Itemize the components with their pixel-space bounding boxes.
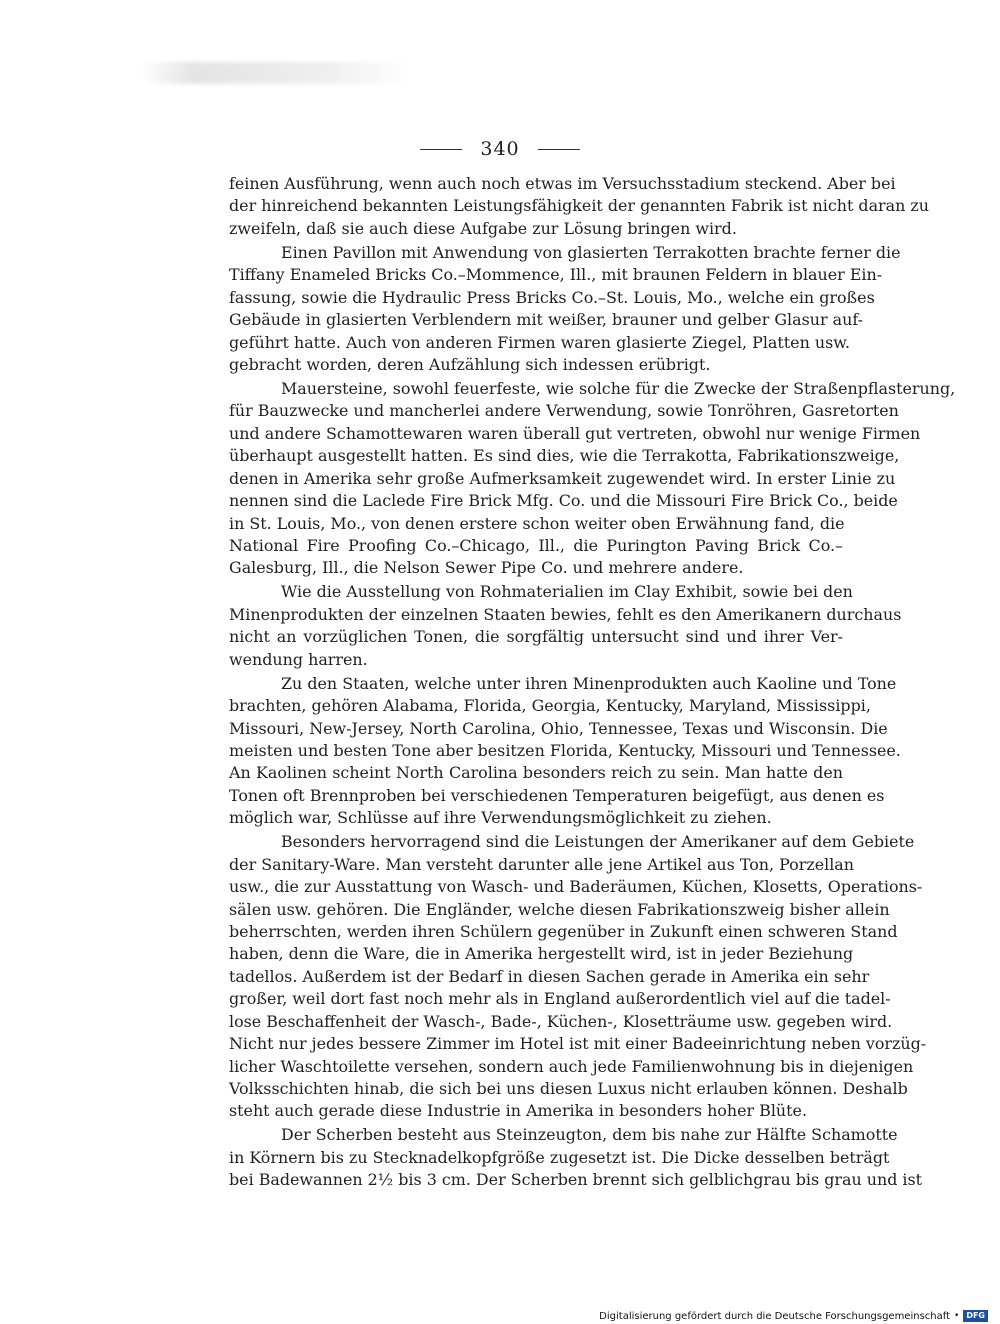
text-line: Galesburg, Ill., die Nelson Sewer Pipe Co. und mehrere andere. [229, 558, 744, 578]
header-dash-right [538, 149, 580, 150]
text-line: tadellos. Außerdem ist der Bedarf in diesen Sachen gerade in Amerika ein sehr [229, 966, 870, 986]
text-line: steht auch gerade diese Industrie in Amerika in besonders hoher Blüte. [229, 1101, 807, 1121]
text-line: möglich war, Schlüsse auf ihre Verwendungsmöglichkeit zu ziehen. [229, 808, 772, 828]
paragraph [229, 173, 930, 240]
text-line: der Sanitary-Ware. Man versteht darunter alle jene Artikel aus Ton, Porzellan [229, 854, 854, 874]
page-header [0, 134, 1000, 164]
text-line: Einen Pavillon mit Anwendung von glasierten Terrakotten brachte ferner die [281, 242, 901, 262]
text-line: beherrschten, werden ihren Schülern gegenüber in Zukunft einen schweren Stand [229, 921, 898, 941]
text-line: zweifeln, daß sie auch diese Aufgabe zur Lösung bringen wird. [229, 218, 737, 238]
text-line: Mauersteine, sowohl feuerfeste, wie solche für die Zwecke der Straßenpflasterung, [281, 378, 956, 398]
text-line: Tonen oft Brennproben bei verschiedenen Temperaturen beigefügt, aus denen es [229, 785, 885, 805]
text-line: Minenprodukten der einzelnen Staaten bewies, fehlt es den Amerikanern durchaus [229, 604, 902, 624]
text-line: Besonders hervorragend sind die Leistungen der Amerikaner auf dem Gebiete [281, 832, 915, 852]
paragraph [229, 581, 902, 671]
text-line: in Körnern bis zu Stecknadelkopfgröße zugesetzt ist. Die Dicke desselben beträgt [229, 1147, 890, 1167]
scan-smudge [140, 62, 410, 84]
text-line: wendung harren. [229, 649, 368, 669]
text-line: National Fire Proofing Co.–Chicago, Ill., die Purington Paving Brick Co.– [229, 536, 843, 555]
text-line: für Bauzwecke und mancherlei andere Verwendung, sowie Tonröhren, Gasretorten [229, 401, 899, 421]
text-line: feinen Ausführung, wenn auch noch etwas im Versuchsstadium steckend. Aber bei [229, 174, 896, 193]
text-line: haben, denn die Ware, die in Amerika hergestellt wird, ist in jeder Beziehung [229, 944, 854, 964]
text-line: Volksschichten hinab, die sich bei uns diesen Luxus nicht erlauben können. Deshalb [229, 1079, 908, 1098]
text-line: nicht an vorzüglichen Tonen, die sorgfältig untersucht sind und ihrer Ver- [229, 627, 843, 647]
text-line: An Kaolinen scheint North Carolina besonders reich zu sein. Man hatte den [229, 763, 843, 783]
text-line: Tiffany Enameled Bricks Co.–Mommence, Ill., mit braunen Feldern in blauer Ein- [229, 265, 883, 285]
text-line: Zu den Staaten, welche unter ihren Minenprodukten auch Kaoline und Tone [281, 673, 897, 693]
text-line: geführt hatte. Auch von anderen Firmen waren glasierte Ziegel, Platten usw. [229, 332, 851, 352]
footer-credit-text: Digitalisierung gefördert durch die Deutsche Forschungsgemeinschaft [599, 1310, 951, 1322]
text-line: denen in Amerika sehr große Aufmerksamkeit zugewendet wird. In erster Linie zu [229, 468, 896, 488]
text-line: Wie die Ausstellung von Rohmaterialien im Clay Exhibit, sowie bei den [281, 582, 853, 602]
paragraph [229, 242, 901, 377]
text-line: Missouri, New-Jersey, North Carolina, Ohio, Tennessee, Texas und Wisconsin. Die [229, 718, 888, 738]
text-line: sälen usw. gehören. Die Engländer, welche diesen Fabrikationszweig bisher allein [229, 899, 890, 919]
text-line: und andere Schamottewaren waren überall gut vertreten, obwohl nur wenige Firmen [229, 423, 921, 443]
paragraph [229, 1124, 923, 1191]
text-line: gebracht worden, deren Aufzählung sich indessen erübrigt. [229, 355, 711, 374]
text-line: licher Waschtoilette versehen, sondern auch jede Familienwohnung bis in diejenigen [229, 1056, 914, 1076]
text-line: usw., die zur Ausstattung von Wasch- und Baderäumen, Küchen, Klosetts, Operations- [229, 877, 923, 897]
paragraph [229, 831, 927, 1123]
text-line: Nicht nur jedes bessere Zimmer im Hotel ist mit einer Badeeinrichtung neben vorzüg- [229, 1034, 927, 1054]
body-text [229, 173, 956, 1192]
paragraph [229, 673, 901, 830]
text-line: überhaupt ausgestellt hatten. Es sind dies, wie die Terrakotta, Fabrikationszweige, [229, 446, 900, 466]
text-line: brachten, gehören Alabama, Florida, Georgia, Kentucky, Maryland, Mississippi, [229, 696, 871, 716]
text-line: meisten und besten Tone aber besitzen Florida, Kentucky, Missouri und Tennessee. [229, 740, 901, 760]
paragraph [229, 378, 956, 580]
text-line: fassung, sowie die Hydraulic Press Bricks Co.–St. Louis, Mo., welche ein großes [229, 287, 875, 307]
text-line: der hinreichend bekannten Leistungsfähigkeit der genannten Fabrik ist nicht daran zu [229, 196, 930, 216]
text-line: Der Scherben besteht aus Steinzeugton, dem bis nahe zur Hälfte Schamotte [281, 1125, 898, 1145]
page-number: 340 [480, 138, 520, 160]
text-line: großer, weil dort fast noch mehr als in England außerordentlich viel auf die tadel- [229, 989, 891, 1009]
footer-separator-dot: • [954, 1311, 960, 1321]
text-line: Gebäude in glasierten Verblendern mit weißer, brauner und gelber Glasur auf- [229, 310, 864, 330]
text-line: bei Badewannen 2½ bis 3 cm. Der Scherben brennt sich gelblichgrau bis grau und ist [229, 1170, 923, 1190]
header-dash-left [420, 149, 462, 150]
text-line: in St. Louis, Mo., von denen erstere schon weiter oben Erwähnung fand, die [229, 513, 845, 533]
text-line: lose Beschaffenheit der Wasch-, Bade-, Küchen-, Klosetträume usw. gegeben wird. [229, 1011, 893, 1031]
text-line: nennen sind die Laclede Fire Brick Mfg. Co. und die Missouri Fire Brick Co., beide [229, 491, 898, 511]
dfg-logo-icon: DFG [963, 1310, 988, 1322]
footer-credit [599, 1309, 988, 1323]
